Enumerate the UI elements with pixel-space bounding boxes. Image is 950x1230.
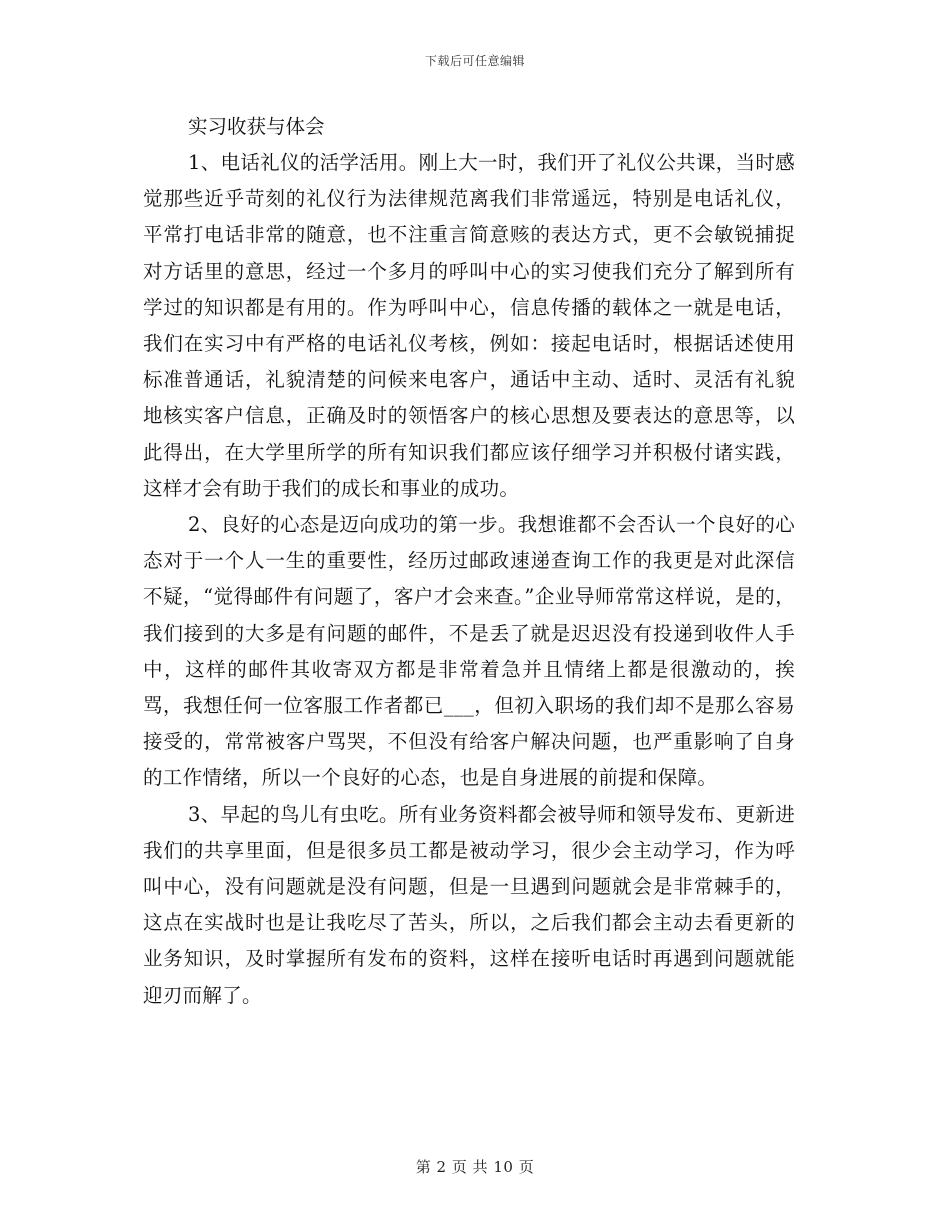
paragraph-1: 1、电话礼仪的活学活用。刚上大一时，我们开了礼仪公共课，当时感觉那些近乎苛刻的礼仪行为法律规范离我们非常遥远，特别是电话礼仪，平常打电话非常的随意，也不注重言简意赅的表达方式，更不会敏锐捕捉对方话里的意思，经过一个多月的呼叫中心的实习使我们充分了解到所有学过的知识都是有用的。作为呼叫中心，信息传播的载体之一就是电话，我们在实习中有严格的电话礼仪考核，例如：接起电话时，根据话述使用标准普通话，礼貌清楚的问候来电客户，通话中主动、适时、灵活有礼貌地核实客户信息，正确及时的领悟客户的核心思想及要表达的意思等，以此得出，在大学里所学的所有知识我们都应该仔细学习并积极付诸实践，这样才会有助于我们的成长和事业的成功。 <box>143 151 795 500</box>
page-number: 第 2 页 共 10 页 <box>415 1158 535 1176</box>
document-body <box>143 109 795 1014</box>
document-title: 实习收获与体会 <box>188 115 325 138</box>
header-note: 下载后可任意编辑 <box>424 54 525 68</box>
paragraph-2: 2、良好的心态是迈向成功的第一步。我想谁都不会否认一个良好的心态对于一个人一生的重要性，经历过邮政速递查询工作的我更是对此深信不疑，“觉得邮件有问题了，客户才会来查。”企业导师常常这样说，是的，我们接到的大多是有问题的邮件，不是丢了就是迟迟没有投递到收件人手中，这样的邮件其收寄双方都是非常着急并且情绪上都是很激动的，挨骂，我想任何一位客服工作者都已___，但初入职场的我们却不是那么容易接受的，常常被客户骂哭，不但没有给客户解决问题，也严重影响了自身的工作情绪，所以一个良好的心态，也是自身进展的前提和保障。 <box>143 513 795 790</box>
paragraph-3: 3、早起的鸟儿有虫吃。所有业务资料都会被导师和领导发布、更新进我们的共享里面，但是很多员工都是被动学习，很少会主动学习，作为呼叫中心，没有问题就是没有问题，但是一旦遇到问题就会是非常棘手的，这点在实战时也是让我吃尽了苦头，所以，之后我们都会主动去看更新的业务知识，及时掌握所有发布的资料，这样在接听电话时再遇到问题就能迎刃而解了。 <box>143 802 795 1007</box>
